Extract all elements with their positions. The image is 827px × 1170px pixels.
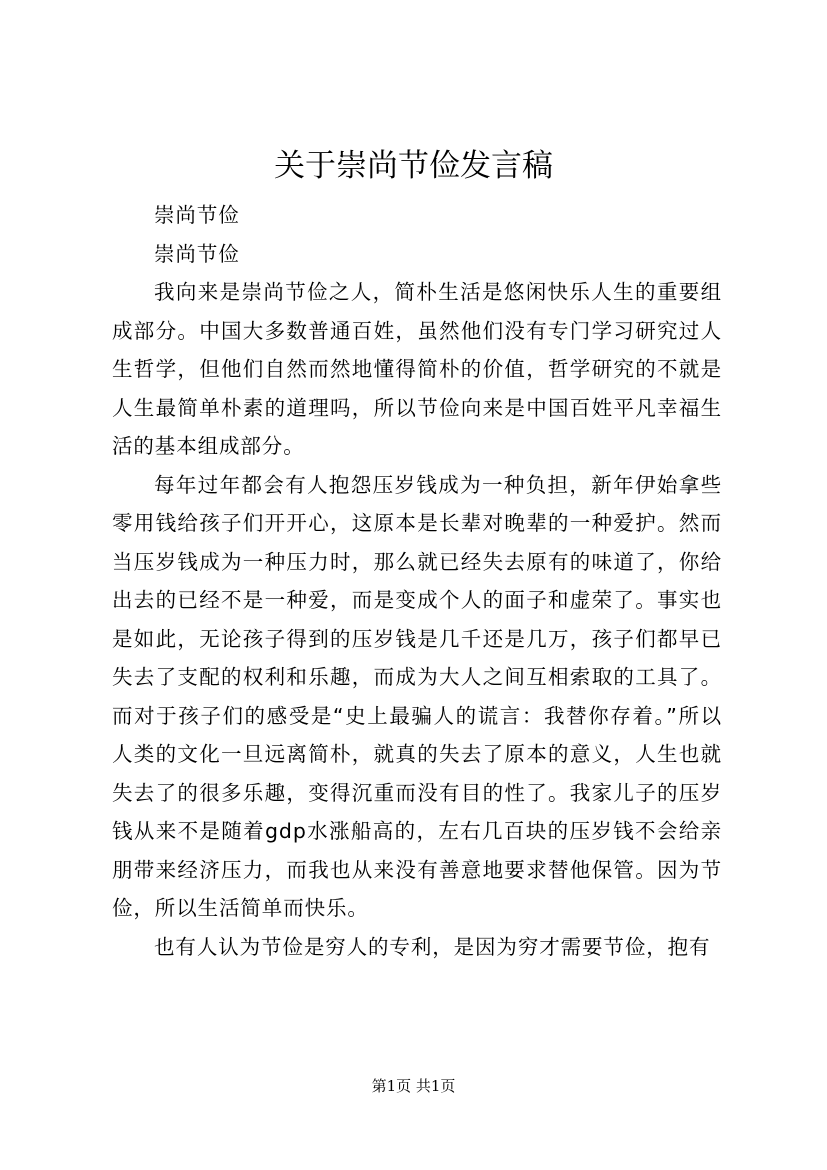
paragraph-intro: 我向来是崇尚节俭之人，简朴生活是悠闲快乐人生的重要组成部分。中国大多数普通百姓，虽然他们没有专门学习研究过人生哲学，但他们自然而然地懂得简朴的价值，哲学研究的不就是人生最简单朴素的道理吗，所以节俭向来是中国百姓平凡幸福生活的基本组成部分。 [112,280,722,458]
paragraph-poor-people: 也有人认为节俭是穷人的专利，是因为穷才需要节俭，抱有 [154,934,711,959]
document-body [112,196,722,966]
paragraph-subtitle-2: 崇尚节俭 [154,241,240,266]
page-number-footer: 第1页 共1页 [371,1077,456,1095]
paragraph-subtitle-1: 崇尚节俭 [154,203,240,227]
document-title: 关于崇尚节俭发言稿 [274,148,553,184]
paragraph-lucky-money: 每年过年都会有人抱怨压岁钱成为一种负担，新年伊始拿些零用钱给孩子们开开心，这原本是长辈对晚辈的一种爱护。然而当压岁钱成为一种压力时，那么就已经失去原有的味道了，你给出去的已经不是一种爱，而是变成个人的面子和虚荣了。事实也是如此，无论孩子得到的压岁钱是几千还是几万，孩子们都早已失去了支配的权利和乐趣，而成为大人之间互相索取的工具了。而对于孩子们的感受是“史上最骗人的谎言：我替你存着。”所以人类的文化一旦远离简朴，就真的失去了原本的意义，人生也就失去了的很多乐趣，变得沉重而没有目的性了。我家儿子的压岁钱从来不是随着gdp水涨船高的，左右几百块的压岁钱不会给亲朋带来经济压力，而我也从来没有善意地要求替他保管。因为节俭，所以生活简单而快乐。 [112,472,722,920]
